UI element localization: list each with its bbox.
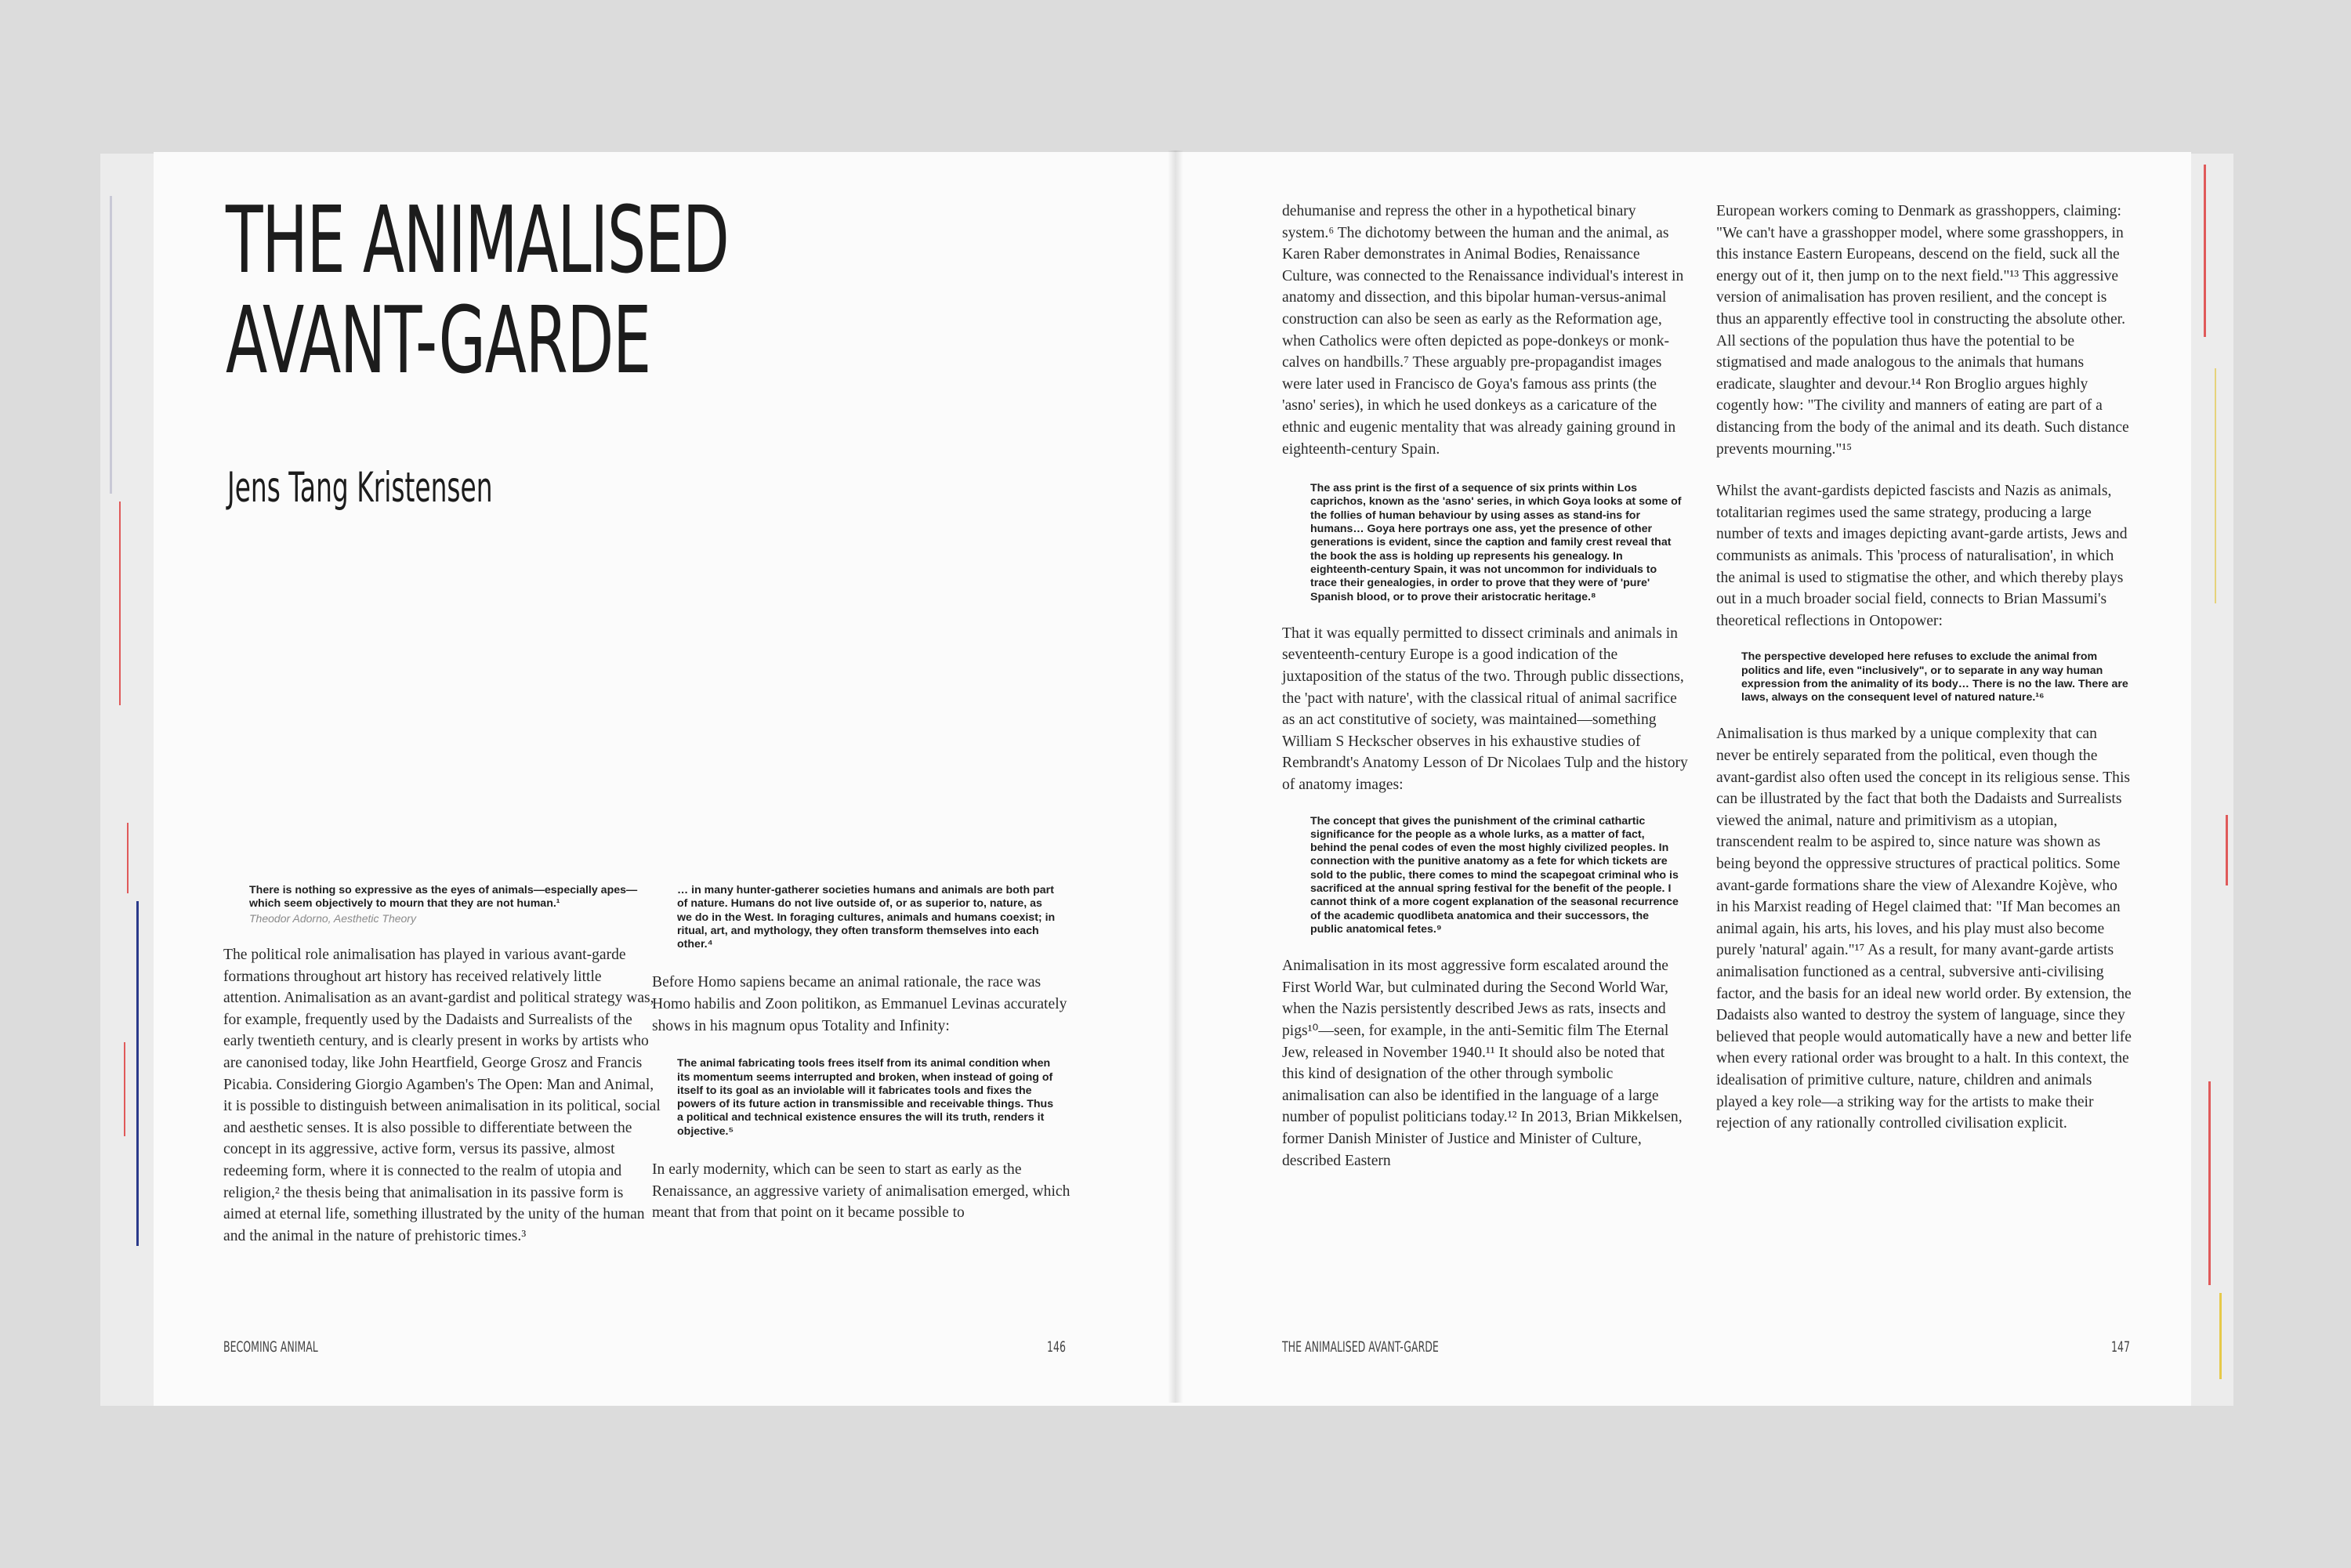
left-column-2 — [652, 884, 1075, 1224]
epigraph-text: There is nothing so expressive as the eyes of animals—especially apes—which seem objectively to mourn that they are not human.¹ — [249, 884, 638, 911]
epigraph-attribution: Theodor Adorno, Aesthetic Theory — [249, 911, 416, 925]
left-page-edge — [100, 154, 155, 1406]
right-column-2 — [1716, 201, 2132, 1135]
body-paragraph: That it was equally permitted to dissect criminals and animals in seventeenth-century Europe is a good indication of the juxtaposition of the status of the two. Through public dissections, the 'pact with nature', with the classical ritual of animal sacrifice as an act constitutive of society, was maintained—something William S Heckscher observes in his exhaustive studies of Rembrandt's Anatomy Lesson of Dr Nicolaes Tulp and the history of anatomy images: — [1282, 625, 1688, 793]
title-line-2: AVANT-GARDE — [226, 286, 650, 394]
gutter-shadow — [1168, 150, 1183, 1403]
block-quote: The ass print is the first of a sequence of six prints within Los caprichos, known as the 'asno' series, in which Goya looks at some of the follies of human behaviour by using asses as stand-ins for humans… Goya here portrays one ass, yet the presence of other generations is evident, since the caption and family crest reveal that the book the ass is holding up represents his genealogy. In eighteenth-century Spain, it was not uncommon for individuals to trace their genealogies, in order to prove that they were of 'pure' Spanish blood, or to prove their aristocratic heritage.⁸ — [1310, 482, 1682, 603]
author-name: Jens Tang Kristensen — [227, 464, 493, 512]
body-paragraph: European workers coming to Denmark as grasshoppers, claiming: "We can't have a grasshopper model, where some grasshoppers, in this instance Eastern Europeans, descend on the field, suck all the energy out of it, then jump on to the next field."¹³ This aggressive version of animalisation has proven resilient, and the concept is thus an apparently effective tool in constructing the absolute other. All sections of the population thus have the potential to be stigmatised and made analogous to the animals that humans eradicate, slaughter and devour.¹⁴ Ron Broglio argues highly cogently how: "The civility and manners of eating are part of a distancing from the body of the animal and its death. Such distance prevents mourning."¹⁵ — [1716, 203, 2129, 458]
footer-running-title: BECOMING ANIMAL — [223, 1338, 318, 1356]
edge-stripe — [119, 502, 121, 705]
page-number: 146 — [1047, 1338, 1066, 1356]
body-paragraph: Animalisation is thus marked by a unique complexity that can never be entirely separated from the political, even though the avant-gardist also often used the concept in its religious sense. This can be illustrated by the fact that both the Dadaists and Surrealists viewed the animal, nature and primitivism as a utopian, transcendent realm to be aspired to, since nature was shown as being beyond the oppressive structures of practical politics. Some avant-garde formations share the view of Alexandre Kojève, who in his Marxist reading of Hegel claimed that: "If Man becomes an animal again, his arts, his loves, and his play must also become purely 'natural' again."¹⁷ As a result, for many avant-garde artists animalisation functioned as a central, subversive anti-civilising factor, and the basis for an ideal new world order. By extension, the Dadaists also wanted to destroy the system of language, since they believed that people would automatically have a new and better life when every rational order was brought to a halt. In this context, the idealisation of primitive culture, nature, children and animals played a key role—a striking way for the artists to make their rejection of any rationally controlled civilisation explicit. — [1716, 726, 2132, 1132]
edge-stripe — [2226, 815, 2228, 885]
body-paragraph: Animalisation in its most aggressive form escalated around the First World War, but culminated during the Second World War, when the Nazis persistently described Jews as rats, insects and pigs¹⁰—seen, for example, in the anti-Semitic film The Eternal Jew, released in November 1940.¹¹ It should also be noted that this kind of designation of the other through symbolic animalisation can also be identified in the language of a large number of populist politicians today.¹² In 2013, Brian Mikkelsen, former Danish Minister of Justice and Minister of Culture, described Eastern — [1282, 958, 1683, 1169]
body-paragraph: In early modernity, which can be seen to start as early as the Renaissance, an aggressive variety of animalisation emerged, which meant that from that point on it became possible to — [652, 1161, 1070, 1222]
block-quote: The perspective developed here refuses to exclude the animal from politics and life, even "inclusively", or to separate in any way human expression from the animality of its body… There is no the law. There are laws, always on the consequent level of natured nature.¹⁶ — [1741, 650, 2128, 704]
right-column-1 — [1282, 201, 1690, 1171]
page-number: 147 — [2111, 1338, 2130, 1356]
block-quote: The concept that gives the punishment of the criminal cathartic significance for the people as a whole lurks, as a matter of fact, behind the penal codes of even the most highly civilized peoples. In connection with the punitive anatomy as a fete for which tickets are sold to the public, there comes to mind the scapegoat criminal who is sacrificed at the annual spring festival for the benefit of the people. I cannot think of a more cogent explanation of the seasonal recurrence of the academic quodlibeta anatomica and their successors, the public anatomical fetes.⁹ — [1310, 814, 1679, 936]
block-quote: The animal fabricating tools frees itself from its animal condition when its momentum seems interrupted and broken, when instead of going of itself to its goal as an inviolable will it fabricates tools and fixes the powers of its future action in transmissible and receivable things. Thus a political and technical existence ensures the will its truth, renders it objective.⁵ — [677, 1057, 1054, 1138]
edge-stripe — [2215, 368, 2216, 603]
edge-stripe — [124, 1042, 125, 1136]
edge-stripe — [136, 901, 139, 1246]
body-paragraph: dehumanise and repress the other in a hypothetical binary system.⁶ The dichotomy between the human and the animal, as Karen Raber demonstrates in Animal Bodies, Renaissance Culture, was connected to the Renaissance individual's interest in anatomy and dissection, and this bipolar human-versus-animal construction can also be seen as early as the Reformation age, when Catholics were often depicted as pope-donkeys or monk-calves on handbills.⁷ These arguably pre-propagandist images were later used in Francisco de Goya's famous ass prints (the 'asno' series), in which he used donkeys as a caricature of the ethnic and eugenic mentality that was already gaining ground in eighteenth-century Spain. — [1282, 203, 1684, 458]
article-title — [226, 186, 729, 394]
body-paragraph: Before Homo sapiens became an animal rationale, the race was Homo habilis and Zoon politikon, as Emmanuel Levinas accurately shows in his magnum opus Totality and Infinity: — [652, 974, 1067, 1034]
title-line-1: THE ANIMALISED — [226, 186, 729, 294]
edge-stripe — [110, 196, 112, 494]
edge-stripe — [2204, 165, 2206, 337]
edge-stripe — [2219, 1293, 2222, 1379]
body-paragraph: The political role animalisation has played in various avant-garde formations throughout art history has received relatively little attention. Animalisation as an avant-gardist and political strategy was, for example, frequently used by the Dadaists and Surrealists of the early twentieth century, and is clearly present in works by artists who are canonised today, like John Heartfield, George Grosz and Francis Picabia. Considering Giorgio Agamben's The Open: Man and Animal, it is possible to distinguish between animalisation in its political, social and aesthetic senses. It is also possible to differentiate between the concept in its aggressive, active form, versus its passive, almost redeeming form, where it is connected to the realm of utopia and religion,² the thesis being that animalisation in its passive form is aimed at eternal life, something illustrated by the unity of the human and the animal in the nature of prehistoric times.³ — [223, 947, 661, 1244]
block-quote: … in many hunter-gatherer societies humans and animals are both part of nature. Humans do not live outside of, or as superior to, nature, as we do in the West. In foraging cultures, animals and humans coexist; in ritual, art, and mythology, they often transform themselves into each other.⁴ — [677, 884, 1056, 951]
footer-running-title: THE ANIMALISED AVANT-GARDE — [1282, 1338, 1439, 1356]
left-column-1 — [223, 944, 662, 1247]
epigraph — [249, 884, 665, 926]
edge-stripe — [127, 823, 129, 893]
body-paragraph: Whilst the avant-gardists depicted fascists and Nazis as animals, totalitarian regimes used the same strategy, producing a large number of texts and images depicting avant-garde artists, Jews and communists as animals. This 'process of naturalisation', in which the animal is used to stigmatise the other, and which thereby plays out in a much broader social field, connects to Brian Massumi's theoretical reflections in Ontopower: — [1716, 483, 2128, 629]
edge-stripe — [2208, 1081, 2211, 1285]
